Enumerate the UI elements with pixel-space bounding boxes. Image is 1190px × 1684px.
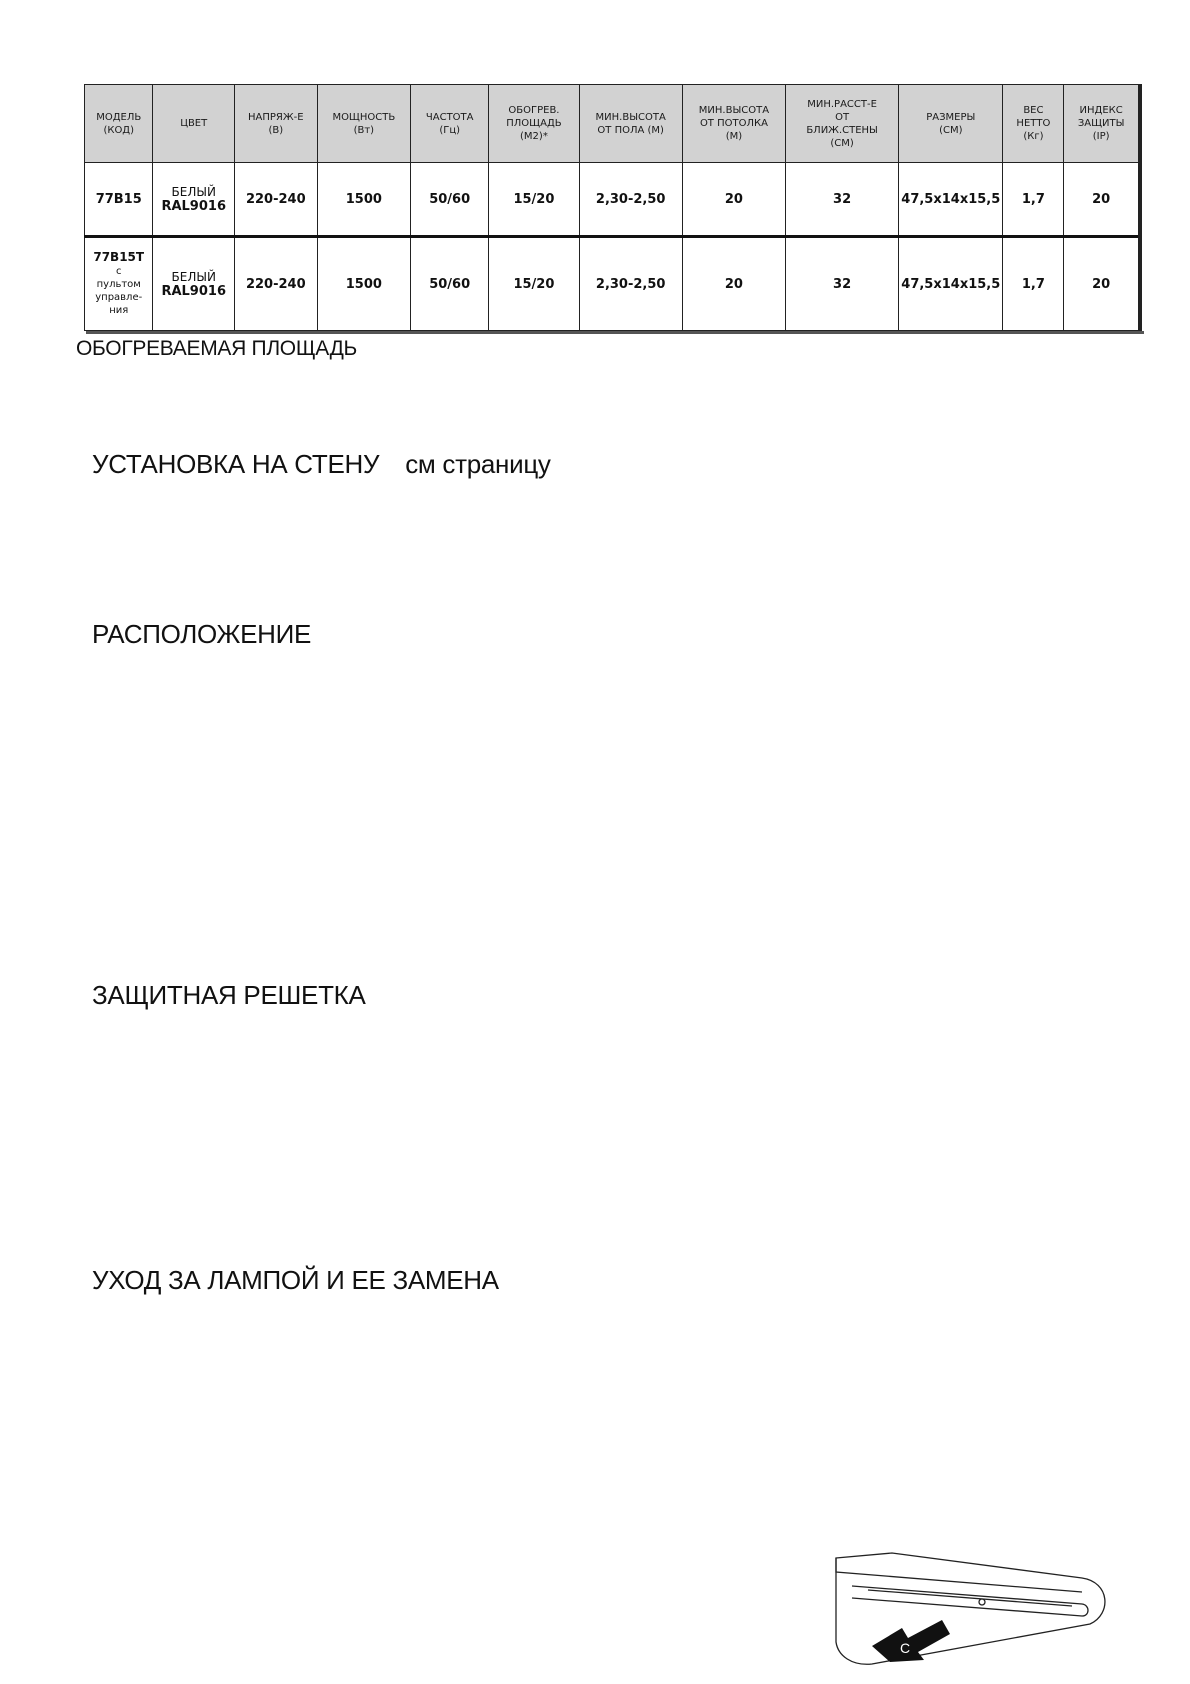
- cell-min-height-ceiling: 20: [682, 163, 785, 237]
- cell-min-height-ceiling: 20: [682, 237, 785, 331]
- cell-frequency: 50/60: [411, 163, 489, 237]
- cell-dimensions: 47,5x14x15,5: [899, 237, 1003, 331]
- lamp-tube-inner: [868, 1590, 1072, 1606]
- cell-weight: 1,7: [1003, 237, 1064, 331]
- table-shadow: [86, 331, 1144, 334]
- header-weight: ВЕС НЕТТО (Кг): [1003, 85, 1064, 163]
- heater-top-edge: [836, 1558, 1082, 1592]
- page-reference-link[interactable]: см страницу: [405, 449, 551, 479]
- cell-weight: 1,7: [1003, 163, 1064, 237]
- heading-protective-grille: ЗАЩИТНАЯ РЕШЕТКА: [92, 980, 366, 1010]
- cell-frequency: 50/60: [411, 237, 489, 331]
- arrow-icon: [872, 1620, 950, 1662]
- spec-table: [84, 84, 1142, 331]
- cell-model: 77B15T с пультом управле- ния: [85, 237, 153, 331]
- header-voltage: НАПРЯЖ-Е (В): [234, 85, 317, 163]
- cell-dimensions: 47,5x14x15,5: [899, 163, 1003, 237]
- header-dimensions: РАЗМЕРЫ (СМ): [899, 85, 1003, 163]
- header-color: ЦВЕТ: [153, 85, 235, 163]
- cell-ip: 20: [1064, 163, 1140, 237]
- heading-wall-install: [92, 449, 551, 480]
- lamp-replacement-illustration: [832, 1548, 1114, 1666]
- cell-min-height-floor: 2,30-2,50: [579, 237, 682, 331]
- header-frequency: ЧАСТОТА (Гц): [411, 85, 489, 163]
- header-min-height-floor: МИН.ВЫСОТА ОТ ПОЛА (М): [579, 85, 682, 163]
- cell-color: БЕЛЫЙ RAL9016: [153, 163, 235, 237]
- cell-power: 1500: [317, 237, 410, 331]
- cell-min-wall-distance: 32: [786, 163, 899, 237]
- heading-location: РАСПОЛОЖЕНИЕ: [92, 619, 312, 649]
- table-row: [85, 237, 1141, 331]
- table-row: [85, 163, 1141, 237]
- cell-min-height-floor: 2,30-2,50: [579, 163, 682, 237]
- illustration-label: C: [900, 1640, 911, 1656]
- header-min-height-ceiling: МИН.ВЫСОТА ОТ ПОТОЛКА (М): [682, 85, 785, 163]
- cell-voltage: 220-240: [234, 163, 317, 237]
- cell-voltage: 220-240: [234, 237, 317, 331]
- cell-model: 77B15: [85, 163, 153, 237]
- header-area: ОБОГРЕВ. ПЛОЩАДЬ (М2)*: [489, 85, 579, 163]
- cell-area: 15/20: [489, 237, 579, 331]
- header-power: МОЩНОСТЬ (Вт): [317, 85, 410, 163]
- lamp-tube: [852, 1586, 1088, 1616]
- cell-ip: 20: [1064, 237, 1140, 331]
- lamp-clip: [979, 1599, 985, 1605]
- cell-color: БЕЛЫЙ RAL9016: [153, 237, 235, 331]
- header-min-wall-distance: МИН.РАССТ-Е ОТ БЛИЖ.СТЕНЫ (СМ): [786, 85, 899, 163]
- cell-area: 15/20: [489, 163, 579, 237]
- cell-power: 1500: [317, 163, 410, 237]
- table-caption: ОБОГРЕВАЕМАЯ ПЛОЩАДЬ: [76, 337, 358, 360]
- table-header-row: [85, 85, 1141, 163]
- header-model: МОДЕЛЬ (КОД): [85, 85, 153, 163]
- cell-min-wall-distance: 32: [786, 237, 899, 331]
- heading-lamp-care: УХОД ЗА ЛАМПОЙ И ЕЕ ЗАМЕНА: [92, 1265, 499, 1295]
- header-ip: ИНДЕКС ЗАЩИТЫ (IP): [1064, 85, 1140, 163]
- heading-wall-install-title: УСТАНОВКА НА СТЕНУ: [92, 449, 380, 479]
